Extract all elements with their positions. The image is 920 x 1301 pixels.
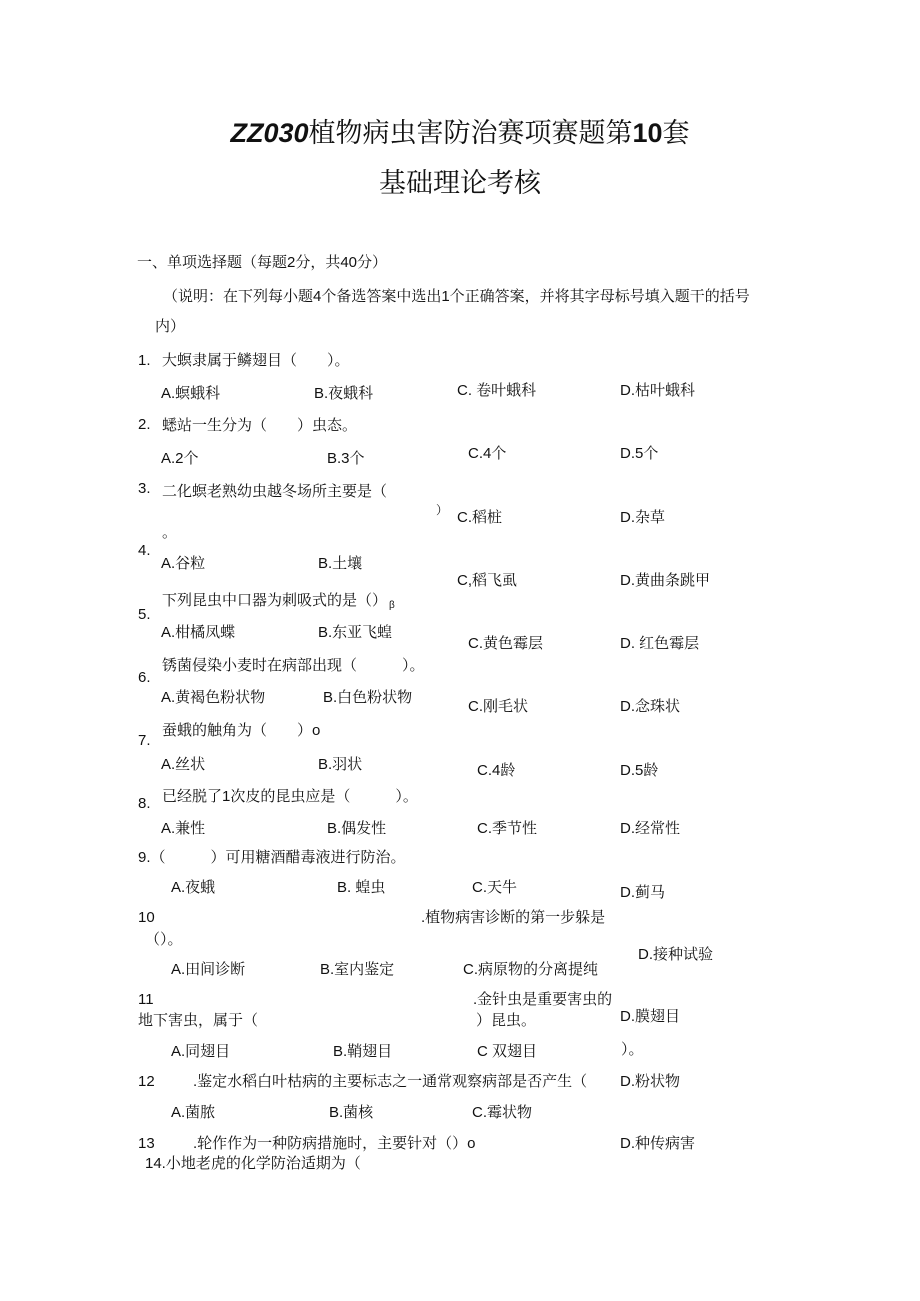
q10-option-a: A.田间诊断: [171, 961, 246, 978]
q12-stem: .鉴定水稻白叶枯病的主要标志之一通常观察病部是否产生（: [193, 1073, 588, 1090]
q7-option-d: D.5龄: [620, 762, 659, 779]
q6-option-b: B.白色粉状物: [323, 689, 413, 706]
q1-option-b: B.夜蛾科: [314, 385, 374, 402]
q1-number: 1.: [138, 352, 151, 369]
title-code: ZZ030: [230, 118, 309, 148]
q2-option-c: C.4个: [468, 445, 507, 462]
q4-stem-line: [162, 591, 395, 613]
q4-stem-mark: β: [389, 600, 395, 611]
title-set-number: 10: [632, 118, 663, 148]
document-title: [0, 114, 920, 152]
q12-option-c: C.霉状物: [472, 1104, 533, 1121]
q9-option-d: D.蓟马: [620, 884, 666, 901]
q8-option-b: B.偶发性: [327, 820, 387, 837]
q3-option-c: C.稻桩: [457, 509, 503, 526]
q12-option-b: B.菌核: [329, 1104, 374, 1121]
q7-option-b: B.羽状: [318, 756, 363, 773]
q1-stem: 大螟隶属于鳞翅目（ ）。: [162, 352, 350, 369]
q10-stem: .植物病害诊断的第一步躲是: [421, 909, 606, 926]
q6-option-a: A.黄褐色粉状物: [161, 689, 266, 706]
document-subtitle: 基础理论考核: [379, 168, 541, 198]
q3-stem: 二化螟老熟幼虫越冬场所主要是（: [162, 483, 388, 500]
q2-number: 2.: [138, 416, 151, 433]
q11-stem: .金针虫是重要害虫的: [473, 991, 613, 1008]
q1-option-a: A.螟蛾科: [161, 385, 221, 402]
q10-option-c: C.病原物的分离提纯: [463, 961, 599, 978]
q5-option-a: A.柑橘凤蝶: [161, 624, 236, 641]
q2-option-b: B.3个: [327, 450, 365, 467]
q10-stem-end: （）。: [145, 931, 183, 948]
q2-stem: 蟋站一生分为（ ）虫态。: [162, 417, 358, 434]
q8-option-d: D.经常性: [620, 820, 681, 837]
q7-stem: 已经脱了1次皮的昆虫应是（ ）。: [162, 788, 418, 805]
q13-number: 13: [138, 1135, 155, 1152]
q11-option-a: A.同翅目: [171, 1043, 231, 1060]
q7-option-a: A.丝状: [161, 756, 206, 773]
q9-stem: 9.（ ）可用糖酒醋毒液进行防治。: [138, 849, 406, 866]
q5-stem: 锈菌侵染小麦时在病部出现（ ）。: [162, 657, 425, 674]
section-heading: 一、单项选择题（每题2分，共40分）: [137, 254, 388, 271]
q10-number: 10: [138, 909, 155, 926]
q5-option-b: B.东亚飞蝗: [318, 624, 393, 641]
q8-number: 8.: [138, 795, 151, 812]
q11-tail: ）。: [621, 1041, 644, 1058]
q4-option-d: D.黄曲条跳甲: [620, 572, 711, 589]
q8-option-a: A.兼性: [161, 820, 206, 837]
q5-option-d: D. 红色霉层: [620, 635, 700, 652]
q13-option-d: D.种传病害: [620, 1135, 696, 1152]
q4-option-c: C,稻飞虱: [457, 572, 518, 589]
q8-option-c: C.季节性: [477, 820, 538, 837]
q13-stem: .轮作作为一种防病措施时，主要针对（）o: [193, 1135, 476, 1152]
q4-stem: 下列昆虫中口器为刺吸式的是（）: [162, 592, 388, 609]
q11-option-b: B.鞘翅目: [333, 1043, 393, 1060]
q2-option-d: D.5个: [620, 445, 659, 462]
q3-number: 3.: [138, 480, 151, 497]
q3-option-d: D.杂草: [620, 509, 666, 526]
title-name: 植物病虫害防治赛项赛题第: [308, 118, 633, 148]
q11-number: 11: [138, 991, 154, 1008]
q4-number: 4.: [138, 542, 151, 559]
q4-option-b: B.土壤: [318, 555, 363, 572]
q7-option-c: C.4龄: [477, 762, 516, 779]
q6-option-c: C.刚毛状: [468, 698, 529, 715]
q9-option-c: C.天牛: [472, 879, 518, 896]
q12-option-a: A.菌脓: [171, 1104, 216, 1121]
instruction-line-1: （说明：在下列每小题4个备选答案中选出1个正确答案，并将其字母标号填入题干的括号: [163, 288, 750, 305]
q9-option-a: A.夜蛾: [171, 879, 216, 896]
instruction-line-2: 内）: [155, 318, 186, 335]
q11-stem-close: ）昆虫。: [476, 1012, 537, 1029]
q10-option-b: B.室内鉴定: [320, 961, 395, 978]
q3-stem-close: ）: [436, 503, 449, 517]
q14-stem: 14.小地老虎的化学防治适期为（: [145, 1155, 361, 1172]
q5-number: 5.: [138, 606, 151, 623]
q9-option-b: B. 蝗虫: [337, 879, 386, 896]
q6-option-d: D.念珠状: [620, 698, 681, 715]
q11-stem-line-2: 地下害虫，属于（: [138, 1012, 259, 1029]
q10-option-d: D.接种试验: [638, 946, 714, 963]
q12-number: 12: [138, 1073, 155, 1090]
q7-number: 7.: [138, 732, 151, 749]
q1-option-d: D.枯叶蛾科: [620, 382, 696, 399]
q2-option-a: A.2个: [161, 450, 199, 467]
q4-option-a: A.谷粒: [161, 555, 206, 572]
q5-option-c: C.黄色霉层: [468, 635, 544, 652]
title-set-suffix: 套: [662, 118, 690, 148]
q1-option-c: C. 卷叶蛾科: [457, 382, 537, 399]
q11-option-c: C 双翅目: [477, 1043, 538, 1060]
q12-option-d: D.粉状物: [620, 1073, 681, 1090]
q6-stem: 蚕蛾的触角为（ ）o: [162, 722, 321, 739]
q11-option-d: D.膜翅目: [620, 1008, 681, 1025]
q6-number: 6.: [138, 669, 151, 686]
q3-stem-end: 。: [162, 524, 178, 541]
